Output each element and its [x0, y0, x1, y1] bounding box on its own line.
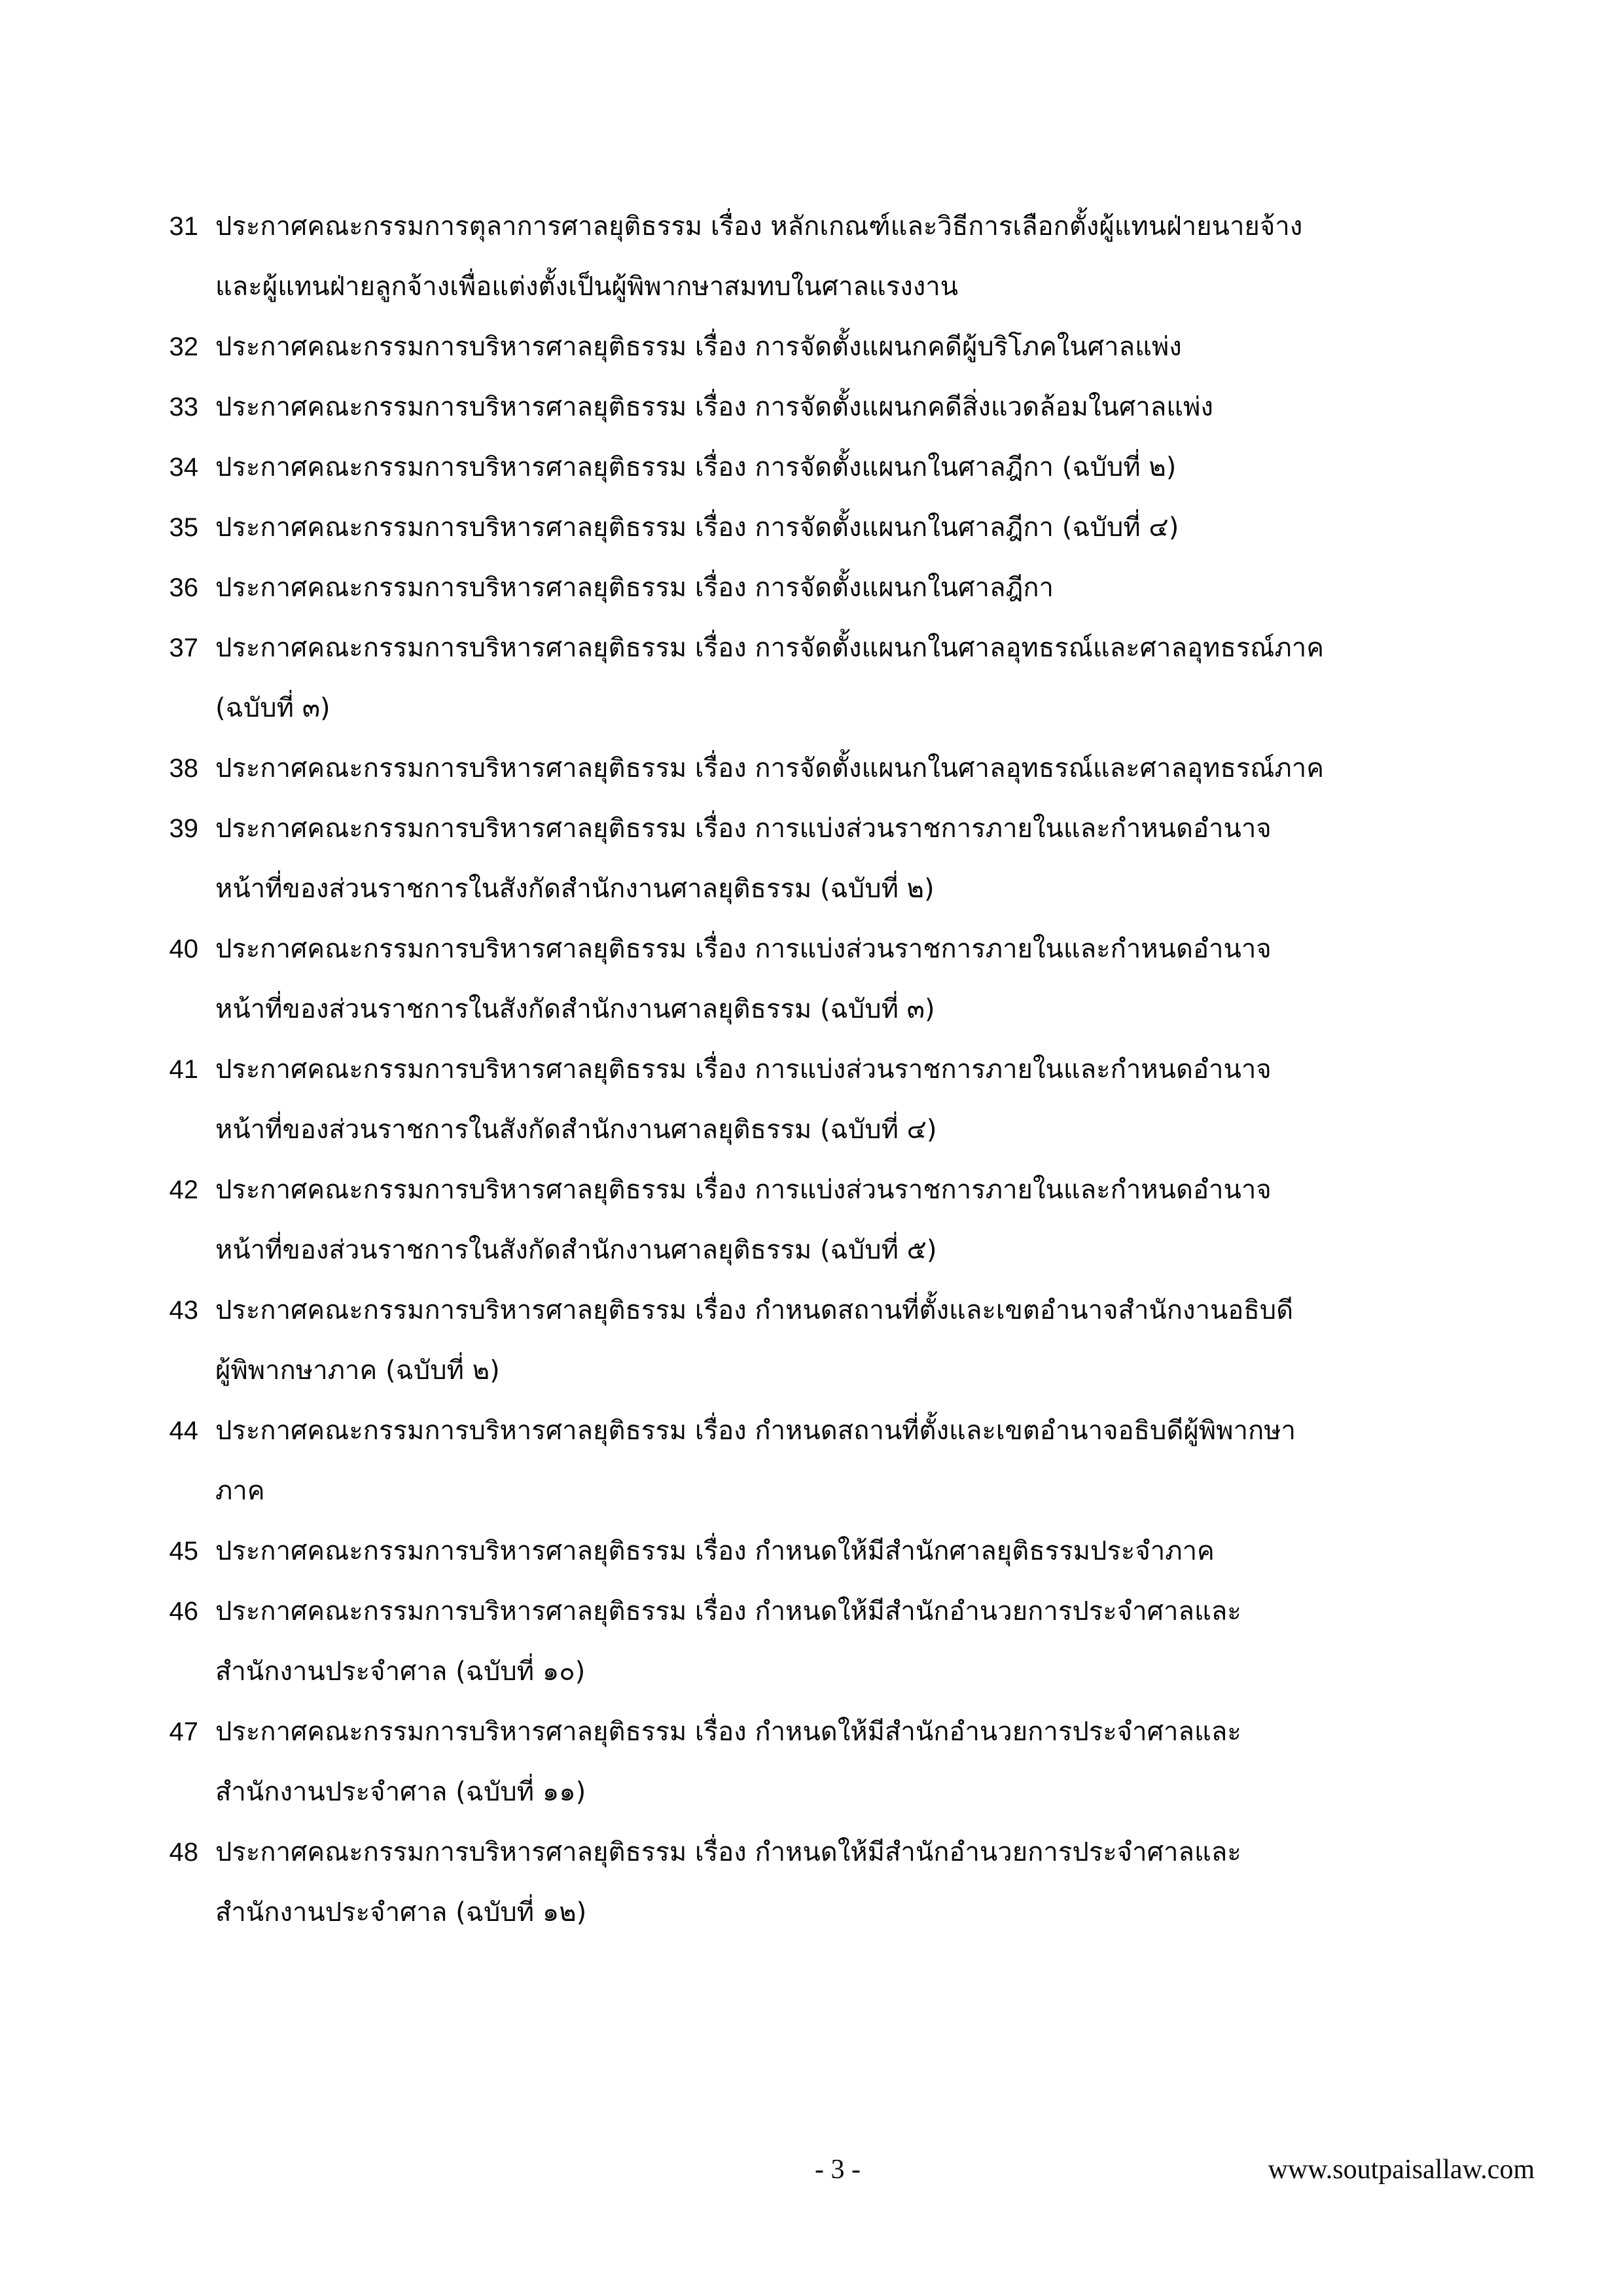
entry-text-line: หน้าที่ของส่วนราชการในสังกัดสำนักงานศาลยุติธรรม (ฉบับที่ ๔) [215, 1115, 937, 1145]
entry-text-line: ประกาศคณะกรรมการบริหารศาลยุติธรรม เรื่อง กำหนดสถานที่ตั้งและเขตอำนาจสำนักงานอธิบดี [215, 1295, 1294, 1325]
entry-text [198, 437, 1535, 497]
entry-text-line: สำนักงานประจำศาล (ฉบับที่ ๑๒) [215, 1897, 587, 1928]
entry-number: 35 [169, 513, 198, 542]
entry-text-line: หน้าที่ของส่วนราชการในสังกัดสำนักงานศาลยุติธรรม (ฉบับที่ ๕) [215, 1235, 937, 1265]
entry-number: 41 [169, 1055, 198, 1084]
entry-text-line: ประกาศคณะกรรมการบริหารศาลยุติธรรม เรื่อง การแบ่งส่วนราชการภายในและกำหนดอำนาจ [215, 934, 1272, 964]
list-item [141, 437, 1535, 497]
entry-text-line: และผู้แทนฝ่ายลูกจ้างเพื่อแต่งตั้งเป็นผู้พิพากษาสมทบในศาลแรงงาน [215, 272, 959, 302]
entry-number: 45 [169, 1537, 198, 1566]
entry-text [198, 558, 1535, 618]
list-item [141, 618, 1535, 738]
entry-text [198, 1039, 1535, 1160]
entry-text [198, 919, 1535, 1039]
entry-number: 42 [169, 1175, 198, 1204]
entry-list [141, 196, 1535, 1943]
entry-text-line: ประกาศคณะกรรมการบริหารศาลยุติธรรม เรื่อง การจัดตั้งแผนกในศาลฎีกา (ฉบับที่ ๔) [215, 512, 1179, 543]
entry-text-line: ประกาศคณะกรรมการบริหารศาลยุติธรรม เรื่อง การจัดตั้งแผนกในศาลอุทธรณ์และศาลอุทธรณ์ภาค [215, 633, 1324, 663]
entry-text-line: ผู้พิพากษาภาค (ฉบับที่ ๒) [215, 1355, 500, 1386]
entry-number: 34 [169, 453, 198, 482]
list-item [141, 738, 1535, 798]
list-item [141, 1521, 1535, 1581]
entry-text [198, 1822, 1535, 1943]
footer-website-url: www.soutpaisallaw.com [1268, 2155, 1535, 2185]
entry-number: 43 [169, 1296, 198, 1325]
entry-number: 38 [169, 754, 198, 783]
entry-text-line: ประกาศคณะกรรมการบริหารศาลยุติธรรม เรื่อง การแบ่งส่วนราชการภายในและกำหนดอำนาจ [215, 1054, 1272, 1085]
list-item [141, 196, 1535, 317]
page-footer [141, 2150, 1535, 2196]
list-item [141, 919, 1535, 1039]
entry-number: 44 [169, 1416, 198, 1445]
entry-text [198, 1280, 1535, 1401]
entry-text [198, 317, 1535, 377]
entry-text-line: ประกาศคณะกรรมการบริหารศาลยุติธรรม เรื่อง การแบ่งส่วนราชการภายในและกำหนดอำนาจ [215, 1175, 1272, 1205]
entry-text [198, 798, 1535, 919]
list-item [141, 1280, 1535, 1401]
entry-text-line: ประกาศคณะกรรมการบริหารศาลยุติธรรม เรื่อง การจัดตั้งแผนกในศาลฎีกา (ฉบับที่ ๒) [215, 452, 1177, 482]
entry-text-line: (ฉบับที่ ๓) [215, 693, 330, 723]
entry-text-line: ประกาศคณะกรรมการบริหารศาลยุติธรรม เรื่อง การจัดตั้งแผนกคดีผู้บริโภคในศาลแพ่ง [215, 332, 1182, 362]
list-item [141, 1160, 1535, 1280]
entry-text-line: ประกาศคณะกรรมการตุลาการศาลยุติธรรม เรื่อง หลักเกณฑ์และวิธีการเลือกตั้งผู้แทนฝ่ายนายจ้าง [215, 211, 1303, 242]
footer-page-number: - 3 - [815, 2155, 861, 2185]
entry-text-line: ประกาศคณะกรรมการบริหารศาลยุติธรรม เรื่อง กำหนดให้มีสำนักอำนวยการประจำศาลและ [215, 1837, 1241, 1867]
entry-text [198, 1521, 1535, 1581]
entry-number: 33 [169, 393, 198, 422]
entry-text-line: ประกาศคณะกรรมการบริหารศาลยุติธรรม เรื่อง การแบ่งส่วนราชการภายในและกำหนดอำนาจ [215, 814, 1272, 844]
entry-text [198, 196, 1535, 317]
list-item [141, 1822, 1535, 1943]
entry-number: 39 [169, 814, 198, 843]
entry-text-line: ประกาศคณะกรรมการบริหารศาลยุติธรรม เรื่อง การจัดตั้งแผนกในศาลฎีกา [215, 573, 1054, 603]
entry-text-line: ประกาศคณะกรรมการบริหารศาลยุติธรรม เรื่อง การจัดตั้งแผนกคดีสิ่งแวดล้อมในศาลแพ่ง [215, 392, 1213, 422]
list-item [141, 1401, 1535, 1521]
entry-number: 47 [169, 1717, 198, 1746]
entry-text [198, 377, 1535, 437]
entry-text [198, 1702, 1535, 1822]
entry-number: 32 [169, 332, 198, 361]
entry-number: 31 [169, 212, 198, 241]
entry-text-line: ประกาศคณะกรรมการบริหารศาลยุติธรรม เรื่อง กำหนดให้มีสำนักอำนวยการประจำศาลและ [215, 1596, 1241, 1626]
entry-number: 37 [169, 634, 198, 662]
entry-text-line: สำนักงานประจำศาล (ฉบับที่ ๑๐) [215, 1657, 586, 1687]
entry-text [198, 1160, 1535, 1280]
entry-number: 48 [169, 1838, 198, 1867]
entry-text [198, 497, 1535, 558]
list-item [141, 558, 1535, 618]
entry-text [198, 738, 1535, 798]
entry-number: 36 [169, 573, 198, 602]
list-item [141, 497, 1535, 558]
entry-text-line: ภาค [215, 1476, 265, 1506]
list-item [141, 317, 1535, 377]
list-item [141, 1702, 1535, 1822]
entry-text [198, 618, 1535, 738]
entry-text-line: ประกาศคณะกรรมการบริหารศาลยุติธรรม เรื่อง กำหนดให้มีสำนักอำนวยการประจำศาลและ [215, 1717, 1241, 1747]
list-item [141, 377, 1535, 437]
entry-number: 46 [169, 1597, 198, 1626]
entry-number: 40 [169, 935, 198, 963]
entry-text-line: ประกาศคณะกรรมการบริหารศาลยุติธรรม เรื่อง กำหนดให้มีสำนักศาลยุติธรรมประจำภาค [215, 1536, 1215, 1566]
entry-text-line: สำนักงานประจำศาล (ฉบับที่ ๑๑) [215, 1777, 586, 1807]
entry-text-line: ประกาศคณะกรรมการบริหารศาลยุติธรรม เรื่อง การจัดตั้งแผนกในศาลอุทธรณ์และศาลอุทธรณ์ภาค [215, 753, 1324, 783]
entry-text-line: ประกาศคณะกรรมการบริหารศาลยุติธรรม เรื่อง กำหนดสถานที่ตั้งและเขตอำนาจอธิบดีผู้พิพากษา [215, 1416, 1296, 1446]
list-item [141, 798, 1535, 919]
list-item [141, 1581, 1535, 1702]
entry-text-line: หน้าที่ของส่วนราชการในสังกัดสำนักงานศาลยุติธรรม (ฉบับที่ ๓) [215, 994, 935, 1024]
entry-text [198, 1581, 1535, 1702]
entry-text-line: หน้าที่ของส่วนราชการในสังกัดสำนักงานศาลยุติธรรม (ฉบับที่ ๒) [215, 874, 935, 904]
entry-text [198, 1401, 1535, 1521]
list-item [141, 1039, 1535, 1160]
